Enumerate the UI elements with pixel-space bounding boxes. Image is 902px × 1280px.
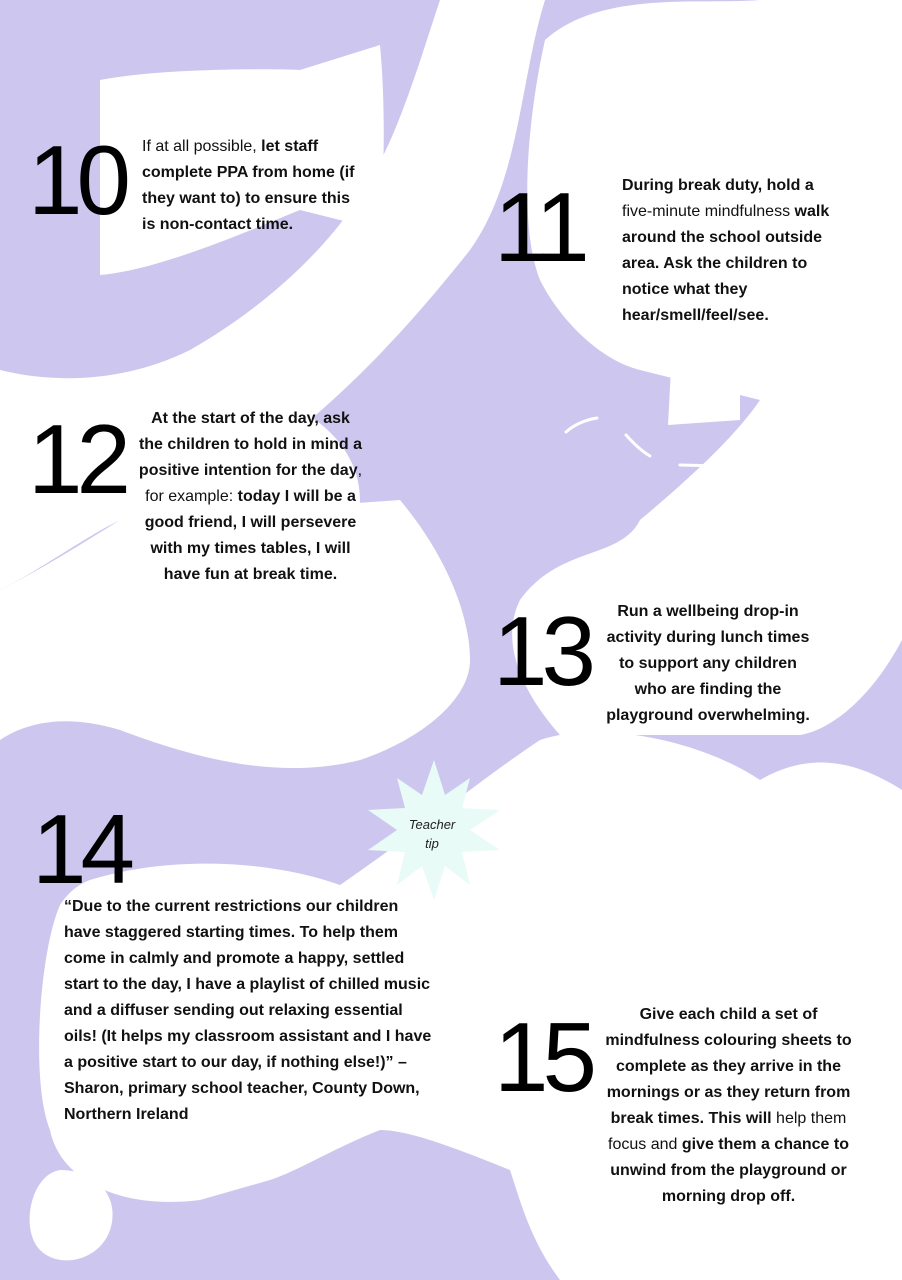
tip-number-15: 15 <box>494 1002 592 1112</box>
tip-text-11 <box>622 173 847 329</box>
tip-11-regular: five-minute mindfulness <box>622 203 791 220</box>
tip-number-11: 11 <box>494 172 584 282</box>
tip-number-10: 10 <box>28 125 126 235</box>
teacher-tip-label <box>392 815 472 853</box>
tip-10-lead: If at all possible, <box>142 138 262 155</box>
teacher-tip-line-2: tip <box>425 836 439 851</box>
bulb-base-2 <box>172 698 306 718</box>
tip-number-12: 12 <box>28 404 126 514</box>
tip-13-bold: Run a wellbeing drop-in activity during lunch times to support any children who are finding the playground overwhelming. <box>606 603 810 724</box>
tip-11-bold-2: walk around the school outside area. Ask the children to notice what they hear/smell/feel/see. <box>622 203 830 324</box>
tip-text-13 <box>602 599 814 729</box>
tip-15-bold-2: give them a chance to unwind from the playground or morning drop off. <box>610 1136 849 1205</box>
teacher-tip-line-1: Teacher <box>408 817 456 832</box>
tip-12-bold-2: today I will be a good friend, I will persevere with my times tables, I will have fun at break time. <box>144 488 357 583</box>
tip-number-14: 14 <box>32 794 130 904</box>
tip-text-12 <box>138 406 363 588</box>
bulb-base-1 <box>170 660 306 682</box>
tip-text-15 <box>600 1002 857 1210</box>
tip-11-bold-1: During break duty, hold a <box>622 177 814 194</box>
tip-15-bold-1: Give each child a set of mindfulness colouring sheets to complete as they arrive in the mornings or as they return from break times. This will <box>605 1006 852 1127</box>
tip-12-bold-1: At the start of the day, ask the children to hold in mind a positive intention for the day <box>138 410 363 479</box>
tip-15-regular: help them focus and <box>608 1110 847 1153</box>
tip-text-14 <box>64 894 432 1128</box>
tip-12-regular: , for example: <box>145 462 363 505</box>
tip-10-bold: let staff complete PPA from home (if they want to) to ensure this is non-contact time. <box>142 138 355 233</box>
tip-14-quote: “Due to the current restrictions our children have staggered starting times. To help them come in calmly and promote a happy, settled start to the day, I have a playlist of chilled music and a diffuser sending out relaxing essential oils! (It helps my classroom assistant and I have a positive start to our day, if nothing else!)” – Sharon, primary school teacher, County Down, Northern Ireland <box>64 898 432 1123</box>
tip-number-13: 13 <box>493 596 591 706</box>
tip-text-10 <box>142 134 357 238</box>
